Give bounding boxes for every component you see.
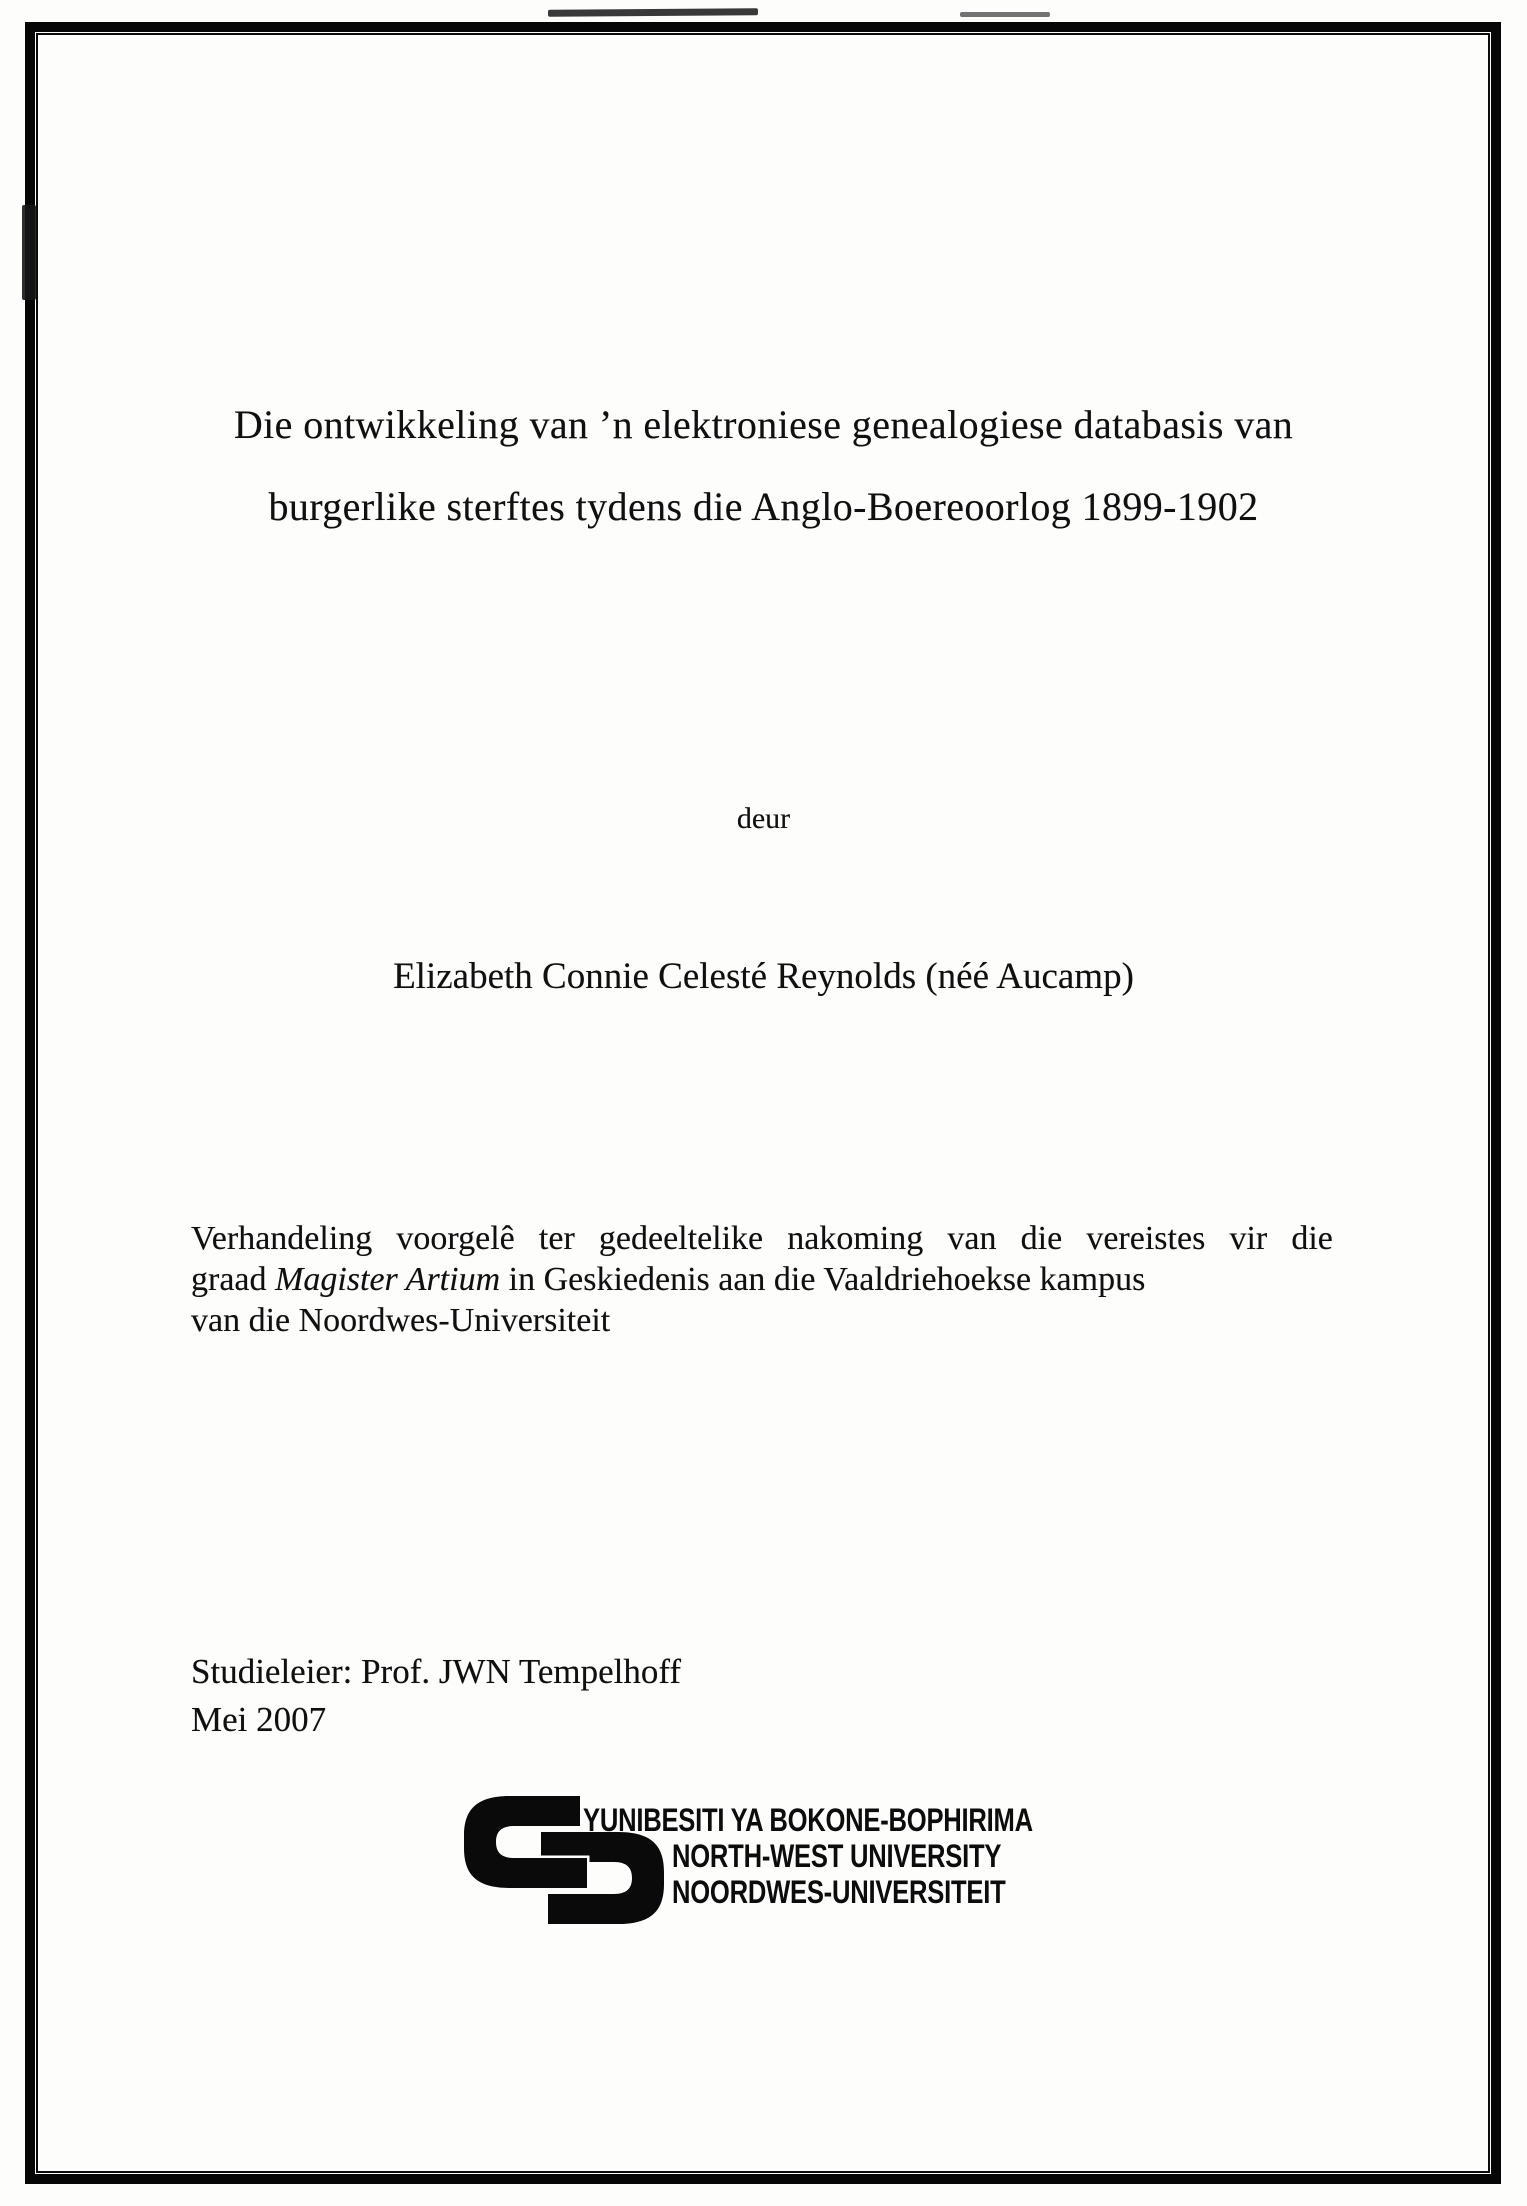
thesis-title	[130, 384, 1397, 548]
nwu-logo	[464, 1794, 1104, 1929]
scan-artifact	[548, 8, 758, 16]
title-line-1: Die ontwikkeling van ’n elektroniese genealogiese databasis van	[233, 402, 1294, 447]
statement-line-1: Verhandeling voorgelê ter gedeeltelike nakoming van die vereistes vir die	[191, 1220, 1333, 1257]
logo-text-line-2: NORTH-WEST UNIVERSITY	[672, 1838, 1002, 1874]
title-line-2: burgerlike sterftes tydens die Anglo-Boereoorlog 1899-1902	[268, 484, 1259, 529]
submission-statement	[191, 1218, 1333, 1341]
scan-artifact	[22, 205, 36, 300]
degree-name-italic: Magister Artium	[275, 1261, 501, 1298]
date-line: Mei 2007	[191, 1700, 327, 1739]
supervisor-line: Studieleier: Prof. JWN Tempelhoff	[191, 1652, 682, 1691]
statement-line-2-prefix: graad	[191, 1261, 276, 1298]
statement-line-2-suffix: in Geskiedenis aan die Vaaldriehoekse kampus	[500, 1261, 1146, 1298]
logo-text-line-1: YUNIBESITI YA BOKONE-BOPHIRIMA	[583, 1802, 1033, 1838]
supervisor-block	[191, 1648, 681, 1744]
scan-artifact	[960, 12, 1050, 17]
logo-text-block	[583, 1802, 1145, 1910]
byline-deur: deur	[736, 802, 791, 835]
statement-line-3: van die Noordwes-Universiteit	[191, 1302, 611, 1339]
logo-text-line-3: NOORDWES-UNIVERSITEIT	[672, 1874, 1006, 1910]
author-name: Elizabeth Connie Celesté Reynolds (néé Aucamp)	[393, 956, 1134, 997]
statement-line-2	[191, 1259, 1333, 1300]
